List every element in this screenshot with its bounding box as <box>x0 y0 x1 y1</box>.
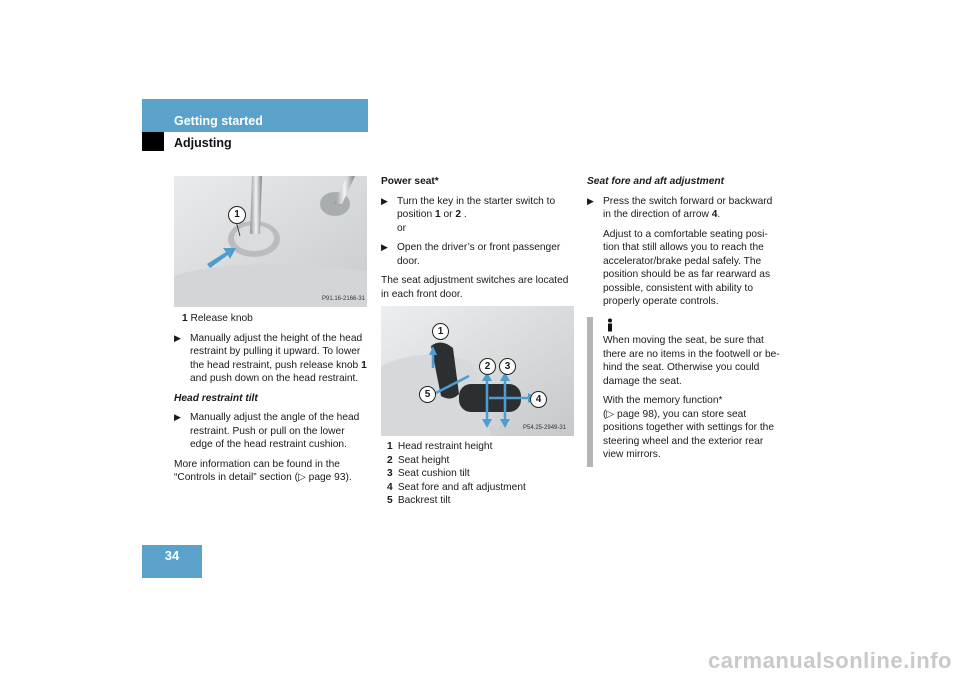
callout-4: 4 <box>530 391 547 408</box>
page-ref-98[interactable]: (▷ page 98), you can store seat <box>603 408 747 420</box>
figure-code: P91.16-2166-31 <box>322 296 366 302</box>
legend-item: 3 Seat cushion tilt <box>387 468 470 479</box>
head-restraint-figure <box>174 176 367 307</box>
subhead-tilt: Head restraint tilt <box>174 392 258 404</box>
info-icon <box>604 318 616 332</box>
page-ref-93[interactable]: ▷ page 93). <box>298 472 352 483</box>
callout-3: 3 <box>499 358 516 375</box>
bullet-press-switch: ▶ Press the switch forward or backward in the direction of arrow 4. <box>587 195 773 220</box>
comfort-paragraph: Adjust to a comfortable seating posi- tion that still allows you to reach the accelerator/brake pedal safely. The position should be as far rearward as possible, consistent with ability to properly operate controls. <box>603 228 771 307</box>
bullet-key: ▶ Turn the key in the starter switch to position 1 or 2 . or <box>381 195 556 234</box>
callout-2: 2 <box>479 358 496 375</box>
bullet-arrow-icon: ▶ <box>174 412 181 422</box>
subhead-fore-aft: Seat fore and aft adjustment <box>587 176 724 187</box>
left-column <box>174 312 370 491</box>
figure-code: P54.25-2949-31 <box>523 425 567 431</box>
legend-item: 1 Head restraint height <box>387 441 493 452</box>
bullet-arrow-icon: ▶ <box>381 242 388 252</box>
subsection-title: Adjusting <box>174 136 232 150</box>
caption-number: 1 <box>182 313 188 324</box>
callout-5: 5 <box>419 386 436 403</box>
bullet-arrow-icon: ▶ <box>174 332 181 343</box>
section-title: Getting started <box>174 114 263 128</box>
seat-switch-legend <box>387 440 577 508</box>
middle-column <box>381 175 577 307</box>
bullet-adjust-height: ▶ Manually adjust the height of the head restraint by pulling it upward. To lower the head restraint, push release knob 1 and push down on the head restraint. <box>174 332 367 384</box>
more-info: More information can be found in the “Controls in detail” section (▷ page 93). <box>174 458 352 483</box>
legend-item: 4 Seat fore and aft adjustment <box>387 481 526 493</box>
switch-location-text: The seat adjustment switches are located in each front door. <box>381 275 569 300</box>
legend-item: 5 Backrest tilt <box>387 495 451 506</box>
page-number: 34 <box>164 548 180 563</box>
right-column <box>587 175 787 315</box>
callout-1: 1 <box>228 206 246 224</box>
bullet-arrow-icon: ▶ <box>587 195 594 206</box>
note-text: When moving the seat, be sure that there are no items in the footwell or be- hind the seat. Otherwise you could damage the seat. With the memory function* (▷ page 98), you can store seat positions together with settings for the steering wheel and the exterior rear view mirrors. <box>603 335 780 460</box>
power-seat-heading: Power seat* <box>381 176 439 187</box>
caption-text: Release knob <box>190 313 253 324</box>
section-marker <box>142 132 164 151</box>
bullet-door: ▶ Open the driver’s or front passenger door. <box>381 242 561 267</box>
note-sidebar <box>587 317 593 467</box>
bullet-adjust-angle: ▶ Manually adjust the angle of the head restraint. Push or pull on the lower edge of the head restraint cushion. <box>174 412 360 450</box>
legend-item: 2 Seat height <box>387 454 450 466</box>
watermark: carmanualsonline.info <box>708 648 952 673</box>
seat-switch-figure <box>381 306 574 436</box>
bullet-arrow-icon: ▶ <box>381 195 388 206</box>
callout-1: 1 <box>432 323 449 340</box>
